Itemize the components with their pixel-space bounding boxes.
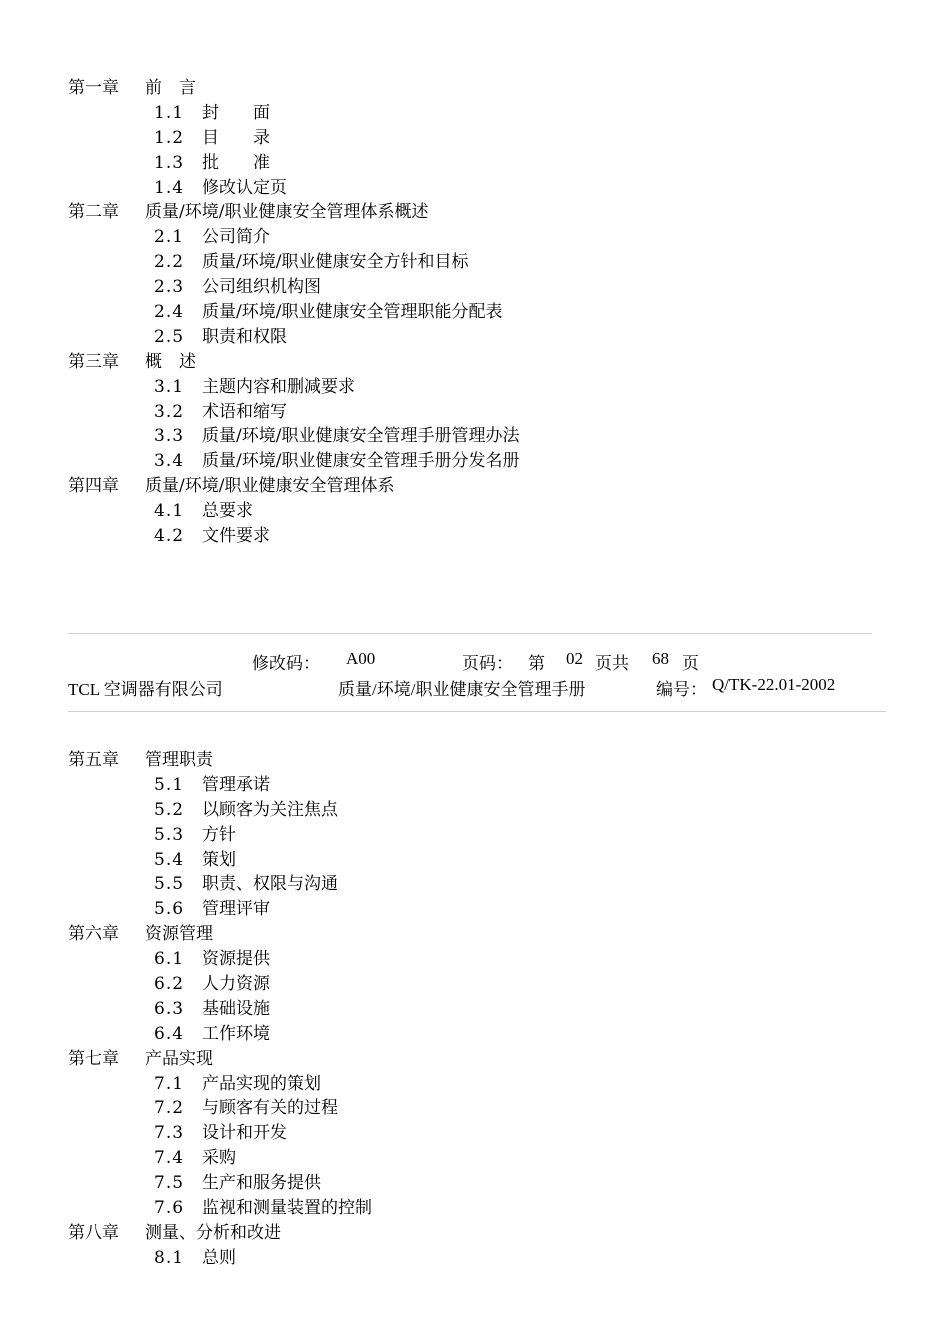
- toc-section: [68, 126, 519, 151]
- toc-chapter: [68, 350, 519, 375]
- toc-chapter: [68, 474, 519, 499]
- section-title: 术语和缩写: [202, 401, 287, 422]
- section-number: 3.1: [154, 376, 185, 397]
- section-title: 公司简介: [202, 227, 270, 248]
- company-name: TCL 空调器有限公司: [68, 680, 223, 699]
- chapter-number: 第四章: [68, 476, 119, 497]
- section-title: 目 录: [202, 127, 270, 148]
- section-number: 7.5: [154, 1173, 185, 1194]
- section-number: 6.1: [154, 949, 185, 970]
- manual-title: 质量/环境/职业健康安全管理手册: [338, 680, 586, 699]
- toc-section: [68, 250, 519, 275]
- section-title: 管理评审: [202, 899, 270, 920]
- chapter-title: 资源管理: [145, 924, 213, 945]
- section-title: 质量/环境/职业健康安全管理职能分配表: [202, 302, 503, 323]
- toc-chapter: [68, 922, 372, 947]
- section-number: 4.1: [154, 501, 185, 522]
- section-title: 总要求: [202, 501, 253, 522]
- section-title: 文件要求: [202, 526, 270, 547]
- section-number: 5.1: [154, 774, 185, 795]
- chapter-number: 第一章: [68, 78, 119, 98]
- toc-section: [68, 872, 372, 897]
- toc-section: [68, 947, 372, 972]
- section-title: 质量/环境/职业健康安全管理手册管理办法: [202, 426, 520, 447]
- chapter-title: 质量/环境/职业健康安全管理体系概述: [145, 202, 429, 223]
- section-title: 质量/环境/职业健康安全管理手册分发名册: [202, 451, 520, 472]
- doc-number-label: 编号：: [656, 680, 707, 699]
- toc-section: [68, 972, 372, 997]
- section-number: 5.6: [154, 899, 185, 920]
- table-of-contents-bottom: [68, 748, 372, 1271]
- section-title: 监视和测量装置的控制: [202, 1198, 372, 1219]
- section-title: 人力资源: [202, 974, 270, 995]
- toc-section: [68, 897, 372, 922]
- section-number: 8.1: [154, 1247, 185, 1268]
- section-number: 2.4: [154, 302, 185, 323]
- chapter-title: 概 述: [145, 351, 196, 372]
- page-mid: 页共: [595, 654, 629, 673]
- section-number: 5.2: [154, 799, 185, 820]
- section-number: 7.1: [154, 1073, 185, 1094]
- toc-section: [68, 325, 519, 350]
- section-number: 6.4: [154, 1023, 185, 1044]
- revision-value: A00: [346, 649, 376, 668]
- toc-chapter: [68, 1221, 372, 1246]
- section-number: 7.6: [154, 1198, 185, 1219]
- section-title: 修改认定页: [202, 177, 287, 198]
- section-title: 生产和服务提供: [202, 1173, 321, 1194]
- toc-chapter: [68, 1047, 372, 1072]
- section-number: 5.3: [154, 824, 185, 845]
- section-title: 产品实现的策划: [202, 1073, 321, 1094]
- toc-section: [68, 524, 519, 549]
- toc-section: [68, 275, 519, 300]
- section-number: 7.3: [154, 1123, 185, 1144]
- section-number: 7.2: [154, 1098, 185, 1119]
- chapter-title: 管理职责: [145, 750, 213, 770]
- toc-section: [68, 798, 372, 823]
- toc-section: [68, 1072, 372, 1097]
- toc-section: [68, 424, 519, 449]
- toc-section: [68, 773, 372, 798]
- table-of-contents-top: [68, 76, 519, 549]
- doc-number: Q/TK-22.01-2002: [712, 675, 836, 694]
- section-number: 5.4: [154, 849, 185, 870]
- toc-section: [68, 449, 519, 474]
- section-title: 与顾客有关的过程: [202, 1098, 338, 1119]
- toc-section: [68, 1022, 372, 1047]
- toc-section: [68, 499, 519, 524]
- section-number: 1.1: [154, 102, 185, 123]
- toc-section: [68, 1246, 372, 1271]
- section-title: 以顾客为关注焦点: [202, 799, 338, 820]
- section-number: 5.5: [154, 874, 185, 895]
- toc-chapter: [68, 200, 519, 225]
- toc-section: [68, 1146, 372, 1171]
- header-bottom-rule: [68, 711, 886, 712]
- toc-section: [68, 300, 519, 325]
- toc-section: [68, 823, 372, 848]
- section-title: 管理承诺: [202, 774, 270, 795]
- section-number: 4.2: [154, 526, 185, 547]
- section-title: 资源提供: [202, 949, 270, 970]
- chapter-number: 第八章: [68, 1222, 119, 1243]
- toc-section: [68, 151, 519, 176]
- section-number: 6.3: [154, 998, 185, 1019]
- section-number: 6.2: [154, 974, 185, 995]
- section-title: 基础设施: [202, 998, 270, 1019]
- section-title: 总则: [202, 1247, 236, 1268]
- toc-chapter: [68, 748, 372, 773]
- header-top-rule: [68, 633, 872, 634]
- toc-section: [68, 225, 519, 250]
- section-title: 方针: [202, 824, 236, 845]
- section-number: 2.1: [154, 227, 185, 248]
- toc-section: [68, 375, 519, 400]
- toc-section: [68, 997, 372, 1022]
- toc-chapter: [68, 76, 519, 101]
- section-number: 3.2: [154, 401, 185, 422]
- section-number: 1.2: [154, 127, 185, 148]
- chapter-title: 质量/环境/职业健康安全管理体系: [145, 476, 395, 497]
- toc-section: [68, 1171, 372, 1196]
- revision-label: 修改码：: [252, 654, 320, 673]
- section-title: 工作环境: [202, 1023, 270, 1044]
- chapter-number: 第五章: [68, 750, 119, 770]
- chapter-title: 测量、分析和改进: [145, 1222, 281, 1243]
- section-title: 职责和权限: [202, 326, 287, 347]
- toc-section: [68, 400, 519, 425]
- section-number: 3.3: [154, 426, 185, 447]
- page-total: 68: [652, 649, 669, 668]
- section-title: 批 准: [202, 152, 270, 173]
- section-title: 公司组织机构图: [202, 277, 321, 298]
- section-title: 策划: [202, 849, 236, 870]
- page-suffix: 页: [682, 654, 699, 673]
- section-title: 封 面: [202, 102, 270, 123]
- section-title: 职责、权限与沟通: [202, 874, 338, 895]
- section-title: 质量/环境/职业健康安全方针和目标: [202, 252, 469, 273]
- toc-section: [68, 1121, 372, 1146]
- section-number: 3.4: [154, 451, 185, 472]
- section-number: 1.3: [154, 152, 185, 173]
- chapter-number: 第三章: [68, 351, 119, 372]
- toc-section: [68, 101, 519, 126]
- chapter-number: 第六章: [68, 924, 119, 945]
- chapter-number: 第七章: [68, 1048, 119, 1069]
- toc-section: [68, 1196, 372, 1221]
- section-number: 7.4: [154, 1148, 185, 1169]
- toc-section: [68, 176, 519, 201]
- section-title: 主题内容和删减要求: [202, 376, 355, 397]
- toc-section: [68, 1096, 372, 1121]
- section-number: 2.5: [154, 326, 185, 347]
- page-current: 02: [566, 649, 583, 668]
- section-number: 2.3: [154, 277, 185, 298]
- section-title: 设计和开发: [202, 1123, 287, 1144]
- section-title: 采购: [202, 1148, 236, 1169]
- page-prefix: 第: [528, 654, 545, 673]
- toc-section: [68, 848, 372, 873]
- chapter-title: 产品实现: [145, 1048, 213, 1069]
- chapter-title: 前 言: [145, 78, 196, 98]
- chapter-number: 第二章: [68, 202, 119, 223]
- section-number: 2.2: [154, 252, 185, 273]
- section-number: 1.4: [154, 177, 185, 198]
- page-label: 页码：: [462, 654, 513, 673]
